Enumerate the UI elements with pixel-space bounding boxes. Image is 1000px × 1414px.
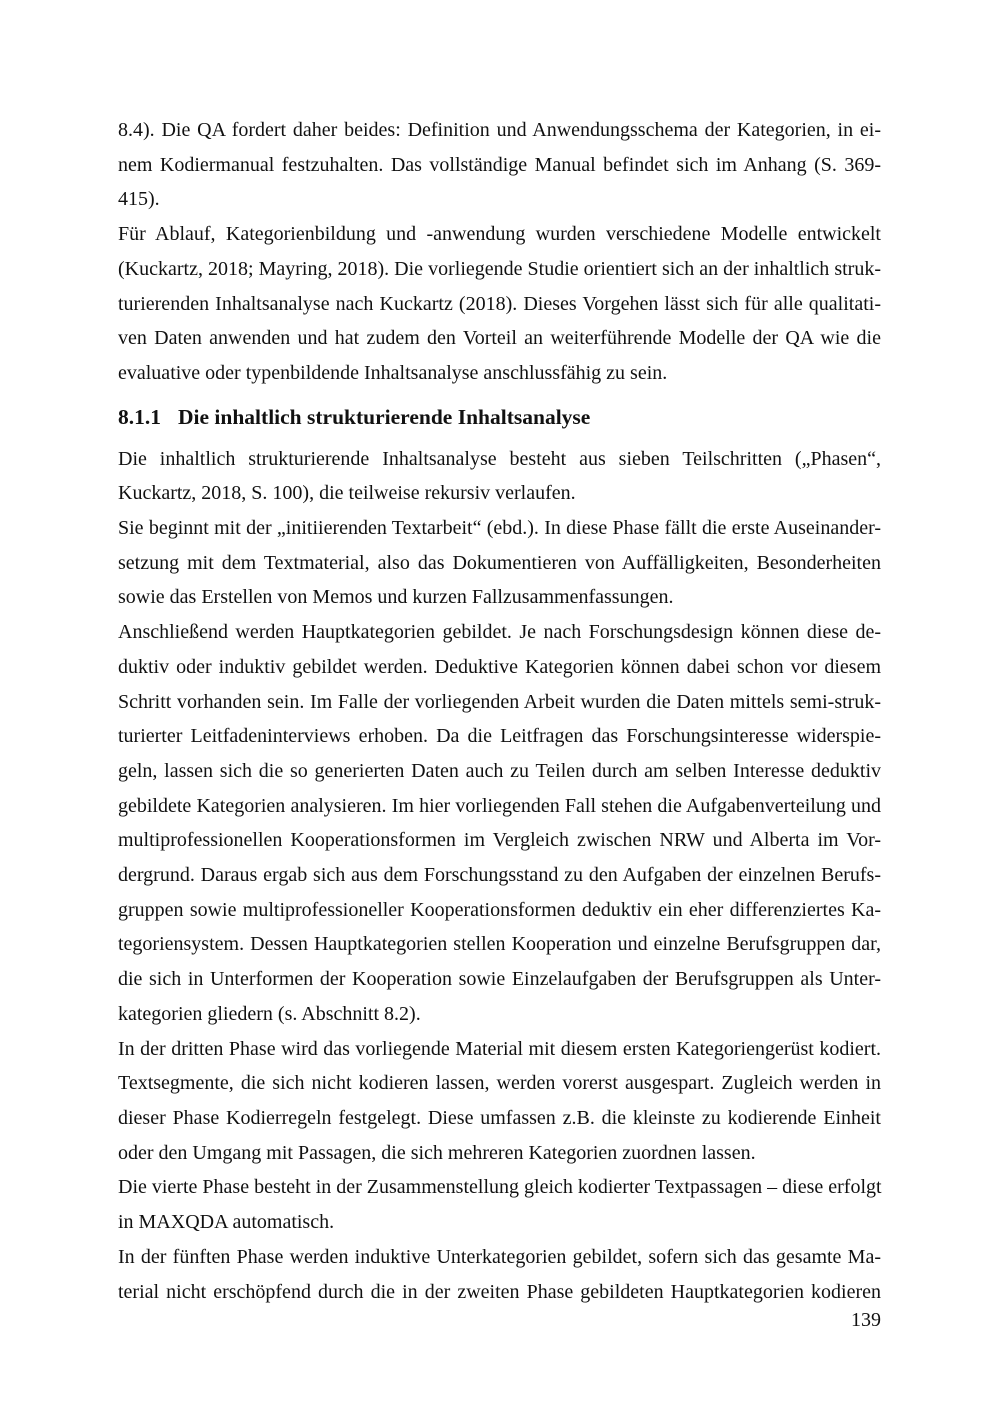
text-line: 8.4). Die QA fordert daher beides: Definition und Anwendungsschema der Kategorien, in ei- (118, 119, 881, 141)
text-line: die sich in Unterformen der Kooperation sowie Einzelaufgaben der Berufsgruppen als Unter- (118, 968, 881, 991)
text-line: Für Ablauf, Kategorienbildung und -anwendung wurden verschiedene Modelle entwickelt (118, 223, 881, 246)
paragraph (118, 1170, 881, 1239)
text-line: Die vierte Phase besteht in der Zusammenstellung gleich kodierter Textpassagen – diese erfolgt (118, 1176, 882, 1199)
text-line: 415). (118, 188, 160, 211)
text-line: ven Daten anwenden und hat zudem den Vorteil an weiterführende Modelle der QA wie die (118, 327, 881, 350)
page-number: 139 (851, 1309, 881, 1331)
text-line: Kuckartz, 2018, S. 100), die teilweise rekursiv verlaufen. (118, 482, 576, 505)
text-line: turierter Leitfadeninterviews erhoben. Da die Leitfragen das Forschungsinteresse widerspie- (118, 725, 881, 748)
section-number: 8.1.1 (118, 404, 161, 429)
paragraph (118, 442, 881, 511)
text-line: kategorien gliedern (s. Abschnitt 8.2). (118, 1002, 421, 1025)
text-line: tegoriensystem. Dessen Hauptkategorien stellen Kooperation und einzelne Berufsgruppen dar, (118, 933, 881, 956)
paragraph (118, 615, 881, 1031)
text-line: gebildete Kategorien analysieren. Im hier vorliegenden Fall stehen die Aufgabenverteilung und (118, 794, 881, 817)
paragraph (118, 511, 881, 615)
text-line: sowie das Erstellen von Memos und kurzen Fallzusammenfassungen. (118, 586, 674, 609)
text-line: geln, lassen sich die so generierten Daten auch zu Teilen durch am selben Interesse deduktiv (118, 759, 881, 782)
text-line: Textsegmente, die sich nicht kodieren lassen, werden vorerst ausgespart. Zugleich werden in (118, 1072, 881, 1095)
text-line: terial nicht erschöpfend durch die in der zweiten Phase gebildeten Hauptkategorien kodieren (118, 1280, 881, 1303)
text-line: duktiv oder induktiv gebildet werden. Deduktive Kategorien können dabei schon vor diesem (118, 655, 881, 678)
paragraph (118, 1032, 881, 1171)
text-line: multiprofessionellen Kooperationsformen im Vergleich zwischen NRW und Alberta im Vor- (118, 829, 881, 852)
section-heading (118, 391, 881, 442)
text-line: setzung mit dem Textmaterial, also das Dokumentieren von Auffälligkeiten, Besonderheiten (118, 551, 881, 574)
paragraph (118, 1240, 881, 1309)
text-line: dieser Phase Kodierregeln festgelegt. Diese umfassen z.B. die kleinste zu kodierende Einheit (118, 1106, 881, 1129)
text-line: Sie beginnt mit der „initiierenden Textarbeit“ (ebd.). In diese Phase fällt die erste Auseinander- (118, 517, 881, 540)
text-line: turierenden Inhaltsanalyse nach Kuckartz (2018). Dieses Vorgehen lässt sich für alle qualitati- (118, 292, 881, 315)
text-line: in MAXQDA automatisch. (118, 1211, 335, 1234)
section-title: Die inhaltlich strukturierende Inhaltsanalyse (178, 404, 591, 429)
text-line: Die inhaltlich strukturierende Inhaltsanalyse besteht aus sieben Teilschritten („Phasen“, (118, 447, 881, 470)
text-line: oder den Umgang mit Passagen, die sich mehreren Kategorien zuordnen lassen. (118, 1141, 756, 1164)
text-line: Anschließend werden Hauptkategorien gebildet. Je nach Forschungsdesign können diese de- (118, 621, 881, 644)
text-line: In der fünften Phase werden induktive Unterkategorien gebildet, sofern sich das gesamte Ma- (118, 1245, 881, 1268)
text-line: In der dritten Phase wird das vorliegende Material mit diesem ersten Kategoriengerüst kodiert. (118, 1037, 881, 1060)
document-page-body (118, 113, 881, 1309)
paragraph (118, 113, 881, 217)
text-line: evaluative oder typenbildende Inhaltsanalyse anschlussfähig zu sein. (118, 361, 668, 384)
paragraph (118, 217, 881, 391)
text-line: nem Kodiermanual festzuhalten. Das vollständige Manual befindet sich im Anhang (S. 369- (118, 153, 881, 176)
text-line: (Kuckartz, 2018; Mayring, 2018). Die vorliegende Studie orientiert sich an der inhaltlich struk- (118, 257, 881, 280)
text-line: Schritt vorhanden sein. Im Falle der vorliegenden Arbeit wurden die Daten mittels semi-struk- (118, 690, 881, 713)
text-line: gruppen sowie multiprofessioneller Kooperationsformen deduktiv ein eher differenziertes Ka- (118, 898, 881, 921)
text-line: dergrund. Daraus ergab sich aus dem Forschungsstand zu den Aufgaben der einzelnen Berufs- (118, 864, 881, 887)
